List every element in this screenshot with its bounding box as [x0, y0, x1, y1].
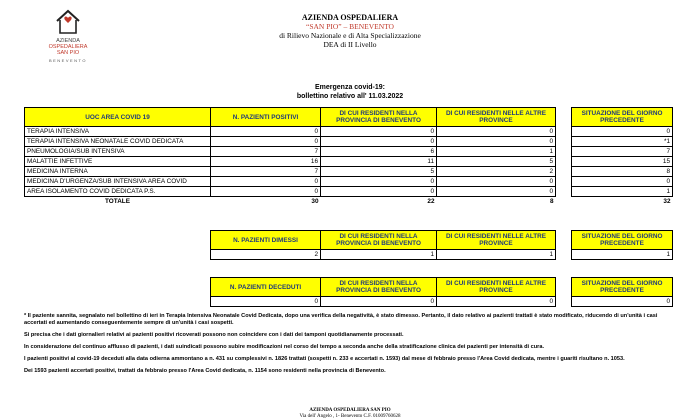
note-paragraph: I pazienti positivi al covid-19 deceduti alla data odierna ammontano a n. 431 su complessivi n. 1826 trattati (sospetti n. 233 e accertati n. 1593) dal mese di febbraio presso l'Area Covid dedicata, mentre i guariti risultano n. 1053. — [24, 356, 625, 362]
cell-deceduti: 0 — [211, 297, 321, 307]
note-paragraph: Si precisa che i dati giornalieri relativi ai pazienti positivi ricoverati possono non coincidere con i dati dei tamponi quotidianamente processati. — [24, 332, 404, 338]
cell-benevento: 11 — [321, 157, 437, 167]
cell-precedente: 0 — [572, 297, 673, 307]
cell-precedente: 0 — [572, 177, 673, 187]
cell-positivi: 7 — [211, 167, 321, 177]
bulletin-title — [250, 83, 450, 101]
cell-precedente: 7 — [572, 147, 673, 157]
logo-text-sanpio: SAN PIO — [56, 50, 80, 56]
header-benevento: DI CUI RESIDENTI NELLA PROVINCIA DI BENEVENTO — [321, 231, 437, 250]
cell-positivi: 0 — [211, 137, 321, 147]
cell-benevento: 0 — [321, 297, 437, 307]
letterhead-line3: di Rilievo Nazionale e di Alta Specializzazione — [279, 31, 421, 40]
dimessi-table — [210, 230, 673, 260]
cell-precedente: 1 — [572, 187, 673, 197]
notes-section — [24, 313, 679, 380]
header-giorno-precedente: SITUAZIONE DEL GIORNO PRECEDENTE — [572, 231, 673, 250]
cell-positivi: 0 — [211, 127, 321, 137]
header-positivi: N. PAZIENTI POSITIVI — [211, 108, 321, 127]
row-label: MEDICINA D'URGENZA/SUB INTENSIVA AREA COVID — [25, 177, 211, 187]
header-giorno-precedente: SITUAZIONE DEL GIORNO PRECEDENTE — [572, 108, 673, 127]
cell-benevento: 1 — [321, 250, 437, 260]
cell-altre: 5 — [437, 157, 556, 167]
cell-precedente: 0 — [572, 127, 673, 137]
header-benevento: DI CUI RESIDENTI NELLA PROVINCIA DI BENEVENTO — [321, 278, 437, 297]
table-row — [25, 137, 673, 147]
cell-positivi: 16 — [211, 157, 321, 167]
hospital-logo — [38, 8, 98, 63]
table-row — [25, 187, 673, 197]
cell-dimessi: 2 — [211, 250, 321, 260]
cell-altre: 0 — [437, 187, 556, 197]
header-altre-province: DI CUI RESIDENTI NELLE ALTRE PROVINCE — [437, 278, 556, 297]
total-benevento: 22 — [427, 197, 435, 205]
cell-altre: 2 — [437, 167, 556, 177]
footer-name: AZIENDA OSPEDALIERA SAN PIO — [309, 408, 391, 413]
cell-benevento: 0 — [321, 177, 437, 187]
header-uoc: UOC AREA COVID 19 — [25, 108, 211, 127]
cell-altre: 0 — [437, 297, 556, 307]
note-paragraph: * Il paziente sannita, segnalato nel bollettino di ieri in Terapia Intensiva Neonatale Covid Dedicata, dopo una verifica della negatività, è stato dimesso. Pertanto, il dato relativo ai pazienti trattati è stato modificato, riducendo di un'unità i casi accertati ed aumentando conseguentemente sempre di un'unità i casi sospetti. — [24, 313, 658, 326]
total-row — [25, 197, 673, 207]
table-row — [211, 297, 673, 307]
header-altre-province: DI CUI RESIDENTI NELLE ALTRE PROVINCE — [437, 231, 556, 250]
cell-benevento: 6 — [321, 147, 437, 157]
cell-altre: 0 — [437, 127, 556, 137]
cell-benevento: 0 — [321, 137, 437, 147]
cell-positivi: 7 — [211, 147, 321, 157]
page-footer — [230, 408, 470, 419]
header-dimessi: N. PAZIENTI DIMESSI — [211, 231, 321, 250]
header-benevento: DI CUI RESIDENTI NELLA PROVINCIA DI BENEVENTO — [321, 108, 437, 127]
bulletin-title-line1: Emergenza covid-19: — [314, 84, 386, 91]
row-label: MEDICINA INTERNA — [25, 167, 211, 177]
table-row — [211, 250, 673, 260]
row-label: AREA ISOLAMENTO COVID DEDICATA P.S. — [25, 187, 211, 197]
cell-precedente: 15 — [572, 157, 673, 167]
header-giorno-precedente: SITUAZIONE DEL GIORNO PRECEDENTE — [572, 278, 673, 297]
total-positivi: 30 — [311, 197, 319, 205]
total-altre: 8 — [549, 197, 554, 205]
cell-benevento: 0 — [321, 127, 437, 137]
letterhead-line4: DEA di II Livello — [323, 40, 377, 49]
logo-text-ospedaliera: OSPEDALIERA — [48, 44, 88, 50]
header-deceduti: N. PAZIENTI DECEDUTI — [211, 278, 321, 297]
footer-address: Via dell' Angelo , 1- Benevento C.F. 01009760628 — [299, 413, 401, 419]
covid-patients-table — [24, 107, 673, 206]
deceduti-table — [210, 277, 673, 307]
total-precedente: 32 — [663, 197, 671, 205]
table-row — [25, 157, 673, 167]
cell-altre: 1 — [437, 147, 556, 157]
total-label: TOTALE — [105, 197, 130, 205]
row-label: PNEUMOLOGIA/SUB INTENSIVA — [25, 147, 211, 157]
row-label: MALATTIE INFETTIVE — [25, 157, 211, 167]
table-row — [25, 127, 673, 137]
cell-benevento: 5 — [321, 167, 437, 177]
cell-altre: 0 — [437, 137, 556, 147]
cell-precedente: *1 — [572, 137, 673, 147]
row-label: TERAPIA INTENSIVA NEONATALE COVID DEDICATA — [25, 137, 211, 147]
header-altre-province: DI CUI RESIDENTI NELLE ALTRE PROVINCE — [437, 108, 556, 127]
note-paragraph: Dei 1593 pazienti accertati positivi, trattati da febbraio presso l'Area Covid dedicata, n. 1154 sono residenti nella provincia di Benevento. — [24, 368, 386, 374]
cell-benevento: 0 — [321, 187, 437, 197]
cell-precedente: 8 — [572, 167, 673, 177]
cell-positivi: 0 — [211, 187, 321, 197]
row-label: TERAPIA INTENSIVA — [25, 127, 211, 137]
table-row — [25, 167, 673, 177]
table-row — [25, 147, 673, 157]
letterhead-name: AZIENDA OSPEDALIERA — [301, 13, 399, 22]
letterhead — [200, 13, 500, 49]
cell-altre: 0 — [437, 177, 556, 187]
letterhead-subtitle: “SAN PIO” – BENEVENTO — [306, 22, 394, 31]
cell-positivi: 0 — [211, 177, 321, 187]
logo-text-azienda: AZIENDA — [56, 38, 80, 44]
table-row — [25, 177, 673, 187]
cell-precedente: 1 — [572, 250, 673, 260]
note-paragraph: In considerazione del continuo afflusso di pazienti, i dati suindicati possono subire modificazioni nel corso del tempo a seconda anche della stratificazione clinica dei pazienti per intensità di cura. — [24, 344, 545, 350]
bulletin-title-line2: bollettino relativo all' 11.03.2022 — [296, 93, 404, 100]
house-logo-icon — [53, 8, 83, 36]
cell-altre: 1 — [437, 250, 556, 260]
logo-text-benevento: BENEVENTO — [48, 58, 88, 63]
